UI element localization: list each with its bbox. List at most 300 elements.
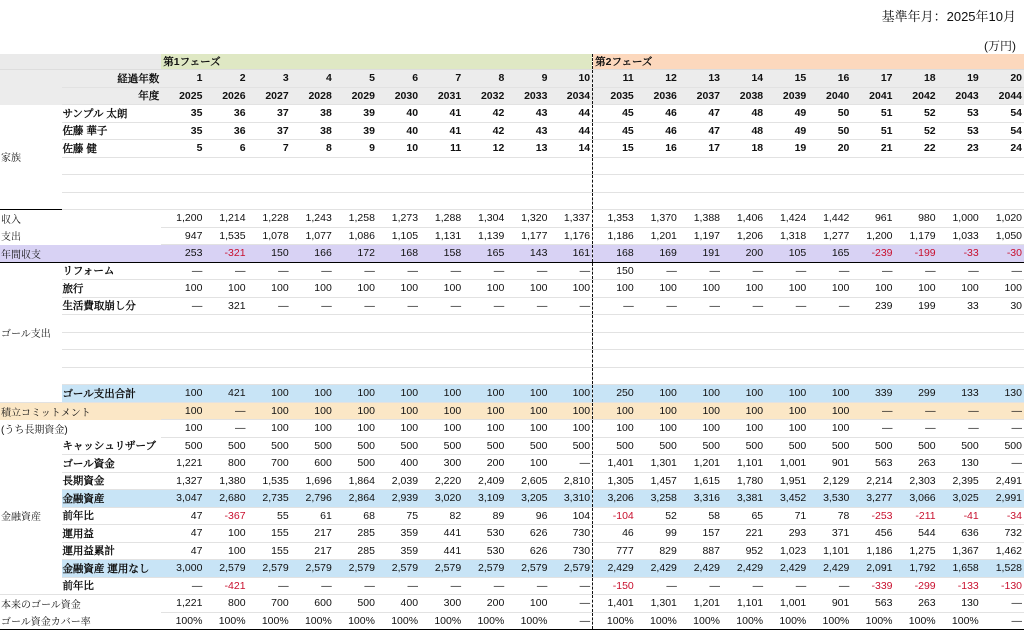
value-cell: 1,206 bbox=[722, 227, 765, 245]
value-cell: 100 bbox=[938, 280, 981, 298]
family-row bbox=[0, 105, 1024, 123]
value-cell: — bbox=[851, 262, 894, 280]
value-cell: — bbox=[549, 262, 592, 280]
value-cell: — bbox=[679, 262, 722, 280]
empty-cell bbox=[895, 192, 938, 210]
value-cell: 45 bbox=[593, 105, 636, 123]
fiscal-year-row bbox=[0, 87, 1024, 105]
value-cell: 68 bbox=[334, 507, 377, 525]
row-label bbox=[62, 367, 161, 385]
value-cell: 100 bbox=[334, 280, 377, 298]
value-cell: — bbox=[248, 262, 291, 280]
value-cell: 300 bbox=[420, 455, 463, 473]
value-cell: — bbox=[377, 297, 420, 315]
empty-cell bbox=[679, 175, 722, 193]
value-cell: 100 bbox=[808, 402, 851, 420]
value-cell: 100% bbox=[722, 612, 765, 630]
row-label bbox=[62, 192, 161, 210]
value-cell: 2,579 bbox=[420, 560, 463, 578]
value-cell: 100% bbox=[463, 612, 506, 630]
empty-cell bbox=[722, 367, 765, 385]
value-cell: 41 bbox=[420, 122, 463, 140]
value-cell: 239 bbox=[851, 297, 894, 315]
cashflow-table bbox=[0, 54, 1024, 630]
value-cell: 51 bbox=[851, 105, 894, 123]
expense-row bbox=[0, 227, 1024, 245]
empty-cell bbox=[204, 157, 247, 175]
empty-cell bbox=[938, 350, 981, 368]
value-cell: -150 bbox=[593, 577, 636, 595]
value-cell: 78 bbox=[808, 507, 851, 525]
row-label: 前年比 bbox=[62, 577, 161, 595]
value-cell: 89 bbox=[463, 507, 506, 525]
value-cell: 82 bbox=[420, 507, 463, 525]
empty-cell bbox=[377, 192, 420, 210]
value-cell: 1,050 bbox=[981, 227, 1024, 245]
value-cell: — bbox=[291, 262, 334, 280]
empty-cell bbox=[334, 350, 377, 368]
value-cell: 100 bbox=[291, 385, 334, 403]
value-cell: 8 bbox=[463, 70, 506, 88]
value-cell: 1,951 bbox=[765, 472, 808, 490]
empty-cell bbox=[593, 157, 636, 175]
empty-cell bbox=[204, 332, 247, 350]
value-cell: 3,310 bbox=[549, 490, 592, 508]
empty-cell bbox=[377, 157, 420, 175]
empty-cell bbox=[593, 192, 636, 210]
value-cell: 500 bbox=[851, 437, 894, 455]
value-cell: 1,273 bbox=[377, 210, 420, 228]
value-cell: 1,228 bbox=[248, 210, 291, 228]
value-cell: 55 bbox=[248, 507, 291, 525]
empty-cell bbox=[463, 315, 506, 333]
value-cell: 1,327 bbox=[161, 472, 204, 490]
value-cell: 52 bbox=[895, 105, 938, 123]
value-cell: 50 bbox=[808, 122, 851, 140]
value-cell: 1,020 bbox=[981, 210, 1024, 228]
category-label bbox=[0, 87, 62, 105]
value-cell: 1,200 bbox=[851, 227, 894, 245]
value-cell: 71 bbox=[765, 507, 808, 525]
value-cell: 100 bbox=[291, 280, 334, 298]
empty-cell bbox=[593, 175, 636, 193]
value-cell: 199 bbox=[895, 297, 938, 315]
value-cell: 2041 bbox=[851, 87, 894, 105]
value-cell: 285 bbox=[334, 542, 377, 560]
value-cell: 100 bbox=[204, 542, 247, 560]
row-label: サンプル 太朗 bbox=[62, 105, 161, 123]
value-cell: 3,205 bbox=[506, 490, 549, 508]
value-cell: 1,288 bbox=[420, 210, 463, 228]
cover-rate-row bbox=[0, 612, 1024, 630]
empty-cell bbox=[895, 315, 938, 333]
empty-cell bbox=[377, 350, 420, 368]
empty-cell bbox=[808, 192, 851, 210]
value-cell: -30 bbox=[981, 245, 1024, 263]
value-cell: — bbox=[679, 577, 722, 595]
value-cell: 100 bbox=[765, 385, 808, 403]
empty-cell bbox=[808, 367, 851, 385]
value-cell: 2,991 bbox=[981, 490, 1024, 508]
value-cell: — bbox=[334, 297, 377, 315]
empty-cell bbox=[248, 332, 291, 350]
goal-empty-row bbox=[0, 350, 1024, 368]
value-cell: 2,864 bbox=[334, 490, 377, 508]
value-cell: 253 bbox=[161, 245, 204, 263]
empty-cell bbox=[549, 367, 592, 385]
value-cell: 1,105 bbox=[377, 227, 420, 245]
value-cell: 1,370 bbox=[636, 210, 679, 228]
empty-cell bbox=[463, 367, 506, 385]
value-cell: 500 bbox=[161, 437, 204, 455]
value-cell: 456 bbox=[851, 525, 894, 543]
value-cell: 1,179 bbox=[895, 227, 938, 245]
value-cell: — bbox=[722, 577, 765, 595]
value-cell: -130 bbox=[981, 577, 1024, 595]
value-cell: 2,409 bbox=[463, 472, 506, 490]
empty-cell bbox=[291, 192, 334, 210]
value-cell: 100 bbox=[420, 280, 463, 298]
empty-cell bbox=[506, 332, 549, 350]
empty-cell bbox=[981, 367, 1024, 385]
value-cell: 100 bbox=[636, 420, 679, 438]
value-cell: 13 bbox=[679, 70, 722, 88]
empty-cell bbox=[377, 315, 420, 333]
value-cell: 35 bbox=[161, 122, 204, 140]
value-cell: 2043 bbox=[938, 87, 981, 105]
empty-cell bbox=[722, 157, 765, 175]
value-cell: 53 bbox=[938, 122, 981, 140]
commitment-row bbox=[0, 402, 1024, 420]
value-cell: 38 bbox=[291, 105, 334, 123]
row-label: 旅行 bbox=[62, 280, 161, 298]
value-cell: 168 bbox=[377, 245, 420, 263]
value-cell: 100 bbox=[334, 402, 377, 420]
value-cell: 3,277 bbox=[851, 490, 894, 508]
phase-header-row bbox=[0, 54, 1024, 70]
value-cell: 500 bbox=[248, 437, 291, 455]
empty-cell bbox=[549, 350, 592, 368]
value-cell: 1,201 bbox=[679, 595, 722, 613]
value-cell: 2,579 bbox=[204, 560, 247, 578]
value-cell: 500 bbox=[679, 437, 722, 455]
value-cell: 150 bbox=[593, 262, 636, 280]
value-cell: 46 bbox=[636, 122, 679, 140]
value-cell: — bbox=[895, 402, 938, 420]
row-label: 生活費取崩し分 bbox=[62, 297, 161, 315]
value-cell: 100 bbox=[204, 525, 247, 543]
value-cell: 100 bbox=[161, 402, 204, 420]
value-cell: 191 bbox=[679, 245, 722, 263]
value-cell: 99 bbox=[636, 525, 679, 543]
value-cell: 100 bbox=[593, 420, 636, 438]
value-cell: 100% bbox=[851, 612, 894, 630]
value-cell: 2038 bbox=[722, 87, 765, 105]
value-cell: 1,243 bbox=[291, 210, 334, 228]
value-cell: 1,101 bbox=[722, 455, 765, 473]
value-cell: 7 bbox=[420, 70, 463, 88]
empty-cell bbox=[722, 332, 765, 350]
value-cell: 100 bbox=[895, 280, 938, 298]
row-label: ゴール資金 bbox=[62, 455, 161, 473]
value-cell: — bbox=[161, 262, 204, 280]
value-cell: -421 bbox=[204, 577, 247, 595]
value-cell: 48 bbox=[722, 105, 765, 123]
value-cell: 1,792 bbox=[895, 560, 938, 578]
empty-cell bbox=[334, 315, 377, 333]
empty-cell bbox=[334, 192, 377, 210]
value-cell: 43 bbox=[506, 105, 549, 123]
value-cell: 2,429 bbox=[679, 560, 722, 578]
value-cell: 500 bbox=[334, 595, 377, 613]
empty-cell bbox=[636, 157, 679, 175]
empty-cell bbox=[938, 192, 981, 210]
empty-cell bbox=[506, 315, 549, 333]
value-cell: 1,442 bbox=[808, 210, 851, 228]
value-cell: 3,258 bbox=[636, 490, 679, 508]
empty-cell bbox=[679, 350, 722, 368]
value-cell: 17 bbox=[851, 70, 894, 88]
value-cell: -199 bbox=[895, 245, 938, 263]
empty-cell bbox=[291, 157, 334, 175]
value-cell: 250 bbox=[593, 385, 636, 403]
value-cell: — bbox=[636, 262, 679, 280]
value-cell: 1,337 bbox=[549, 210, 592, 228]
value-cell: — bbox=[895, 262, 938, 280]
value-cell: 100 bbox=[463, 385, 506, 403]
empty-cell bbox=[765, 157, 808, 175]
row-label: 収入 bbox=[0, 210, 161, 228]
empty-cell bbox=[291, 315, 334, 333]
orig-goal-fund-row bbox=[0, 595, 1024, 613]
value-cell: 100 bbox=[248, 402, 291, 420]
value-cell: 100 bbox=[679, 402, 722, 420]
value-cell: 500 bbox=[722, 437, 765, 455]
empty-cell bbox=[420, 175, 463, 193]
reform-row bbox=[0, 262, 1024, 280]
value-cell: 339 bbox=[851, 385, 894, 403]
empty-cell bbox=[679, 332, 722, 350]
value-cell: 3,206 bbox=[593, 490, 636, 508]
empty-cell bbox=[291, 332, 334, 350]
value-cell: 500 bbox=[808, 437, 851, 455]
value-cell: 1,201 bbox=[679, 455, 722, 473]
value-cell: 263 bbox=[895, 455, 938, 473]
value-cell: 100 bbox=[506, 385, 549, 403]
value-cell: 200 bbox=[463, 455, 506, 473]
empty-cell bbox=[161, 367, 204, 385]
empty-cell bbox=[291, 175, 334, 193]
value-cell: 1 bbox=[161, 70, 204, 88]
row-label: (うち長期資金) bbox=[1, 424, 68, 436]
value-cell: — bbox=[593, 297, 636, 315]
value-cell: 1,200 bbox=[161, 210, 204, 228]
family-empty-row bbox=[0, 157, 1024, 175]
value-cell: 2,579 bbox=[248, 560, 291, 578]
value-cell: -339 bbox=[851, 577, 894, 595]
value-cell: 100% bbox=[377, 612, 420, 630]
value-cell: 800 bbox=[204, 455, 247, 473]
value-cell: 15 bbox=[593, 140, 636, 158]
row-label: キャッシュリザーブ bbox=[62, 437, 161, 455]
category-label: 金融資産 bbox=[0, 437, 62, 595]
value-cell: 100 bbox=[549, 385, 592, 403]
value-cell: 285 bbox=[334, 525, 377, 543]
empty-cell bbox=[248, 367, 291, 385]
value-cell: 1,864 bbox=[334, 472, 377, 490]
value-cell: 100 bbox=[851, 280, 894, 298]
empty-cell bbox=[938, 367, 981, 385]
category-label: ゴール支出 bbox=[0, 262, 62, 402]
value-cell: -367 bbox=[204, 507, 247, 525]
row-label: 支出 bbox=[1, 232, 21, 244]
value-cell: 1,001 bbox=[765, 455, 808, 473]
value-cell: 168 bbox=[593, 245, 636, 263]
value-cell: 105 bbox=[765, 245, 808, 263]
empty-cell bbox=[765, 315, 808, 333]
value-cell: 299 bbox=[895, 385, 938, 403]
value-cell: -299 bbox=[895, 577, 938, 595]
value-cell: 158 bbox=[420, 245, 463, 263]
value-cell: 166 bbox=[291, 245, 334, 263]
value-cell: 947 bbox=[161, 227, 204, 245]
value-cell: 9 bbox=[506, 70, 549, 88]
value-cell: 100 bbox=[549, 402, 592, 420]
empty-cell bbox=[851, 157, 894, 175]
value-cell: — bbox=[549, 577, 592, 595]
empty-cell bbox=[506, 175, 549, 193]
value-cell: 100% bbox=[291, 612, 334, 630]
value-cell: 49 bbox=[765, 105, 808, 123]
value-cell: 961 bbox=[851, 210, 894, 228]
value-cell: 500 bbox=[204, 437, 247, 455]
value-cell: 2,429 bbox=[636, 560, 679, 578]
row-label: ゴール支出合計 bbox=[62, 385, 161, 403]
value-cell: 100 bbox=[808, 385, 851, 403]
value-cell: 730 bbox=[549, 525, 592, 543]
empty-cell bbox=[204, 192, 247, 210]
value-cell: — bbox=[722, 262, 765, 280]
value-cell: 359 bbox=[377, 542, 420, 560]
value-cell: 980 bbox=[895, 210, 938, 228]
value-cell: 2,579 bbox=[463, 560, 506, 578]
value-cell: 1,201 bbox=[636, 227, 679, 245]
value-cell: 100 bbox=[506, 455, 549, 473]
value-cell: 2,491 bbox=[981, 472, 1024, 490]
value-cell: 1,780 bbox=[722, 472, 765, 490]
value-cell: 1,221 bbox=[161, 455, 204, 473]
value-cell: 30 bbox=[981, 297, 1024, 315]
value-cell: 39 bbox=[334, 105, 377, 123]
value-cell: 1,258 bbox=[334, 210, 377, 228]
empty-cell bbox=[549, 315, 592, 333]
value-cell: 12 bbox=[463, 140, 506, 158]
value-cell: — bbox=[981, 402, 1024, 420]
value-cell: 6 bbox=[377, 70, 420, 88]
value-cell: 3,066 bbox=[895, 490, 938, 508]
value-cell: 2025 bbox=[161, 87, 204, 105]
empty-cell bbox=[161, 175, 204, 193]
value-cell: 1,033 bbox=[938, 227, 981, 245]
value-cell: 100 bbox=[161, 280, 204, 298]
empty-cell bbox=[204, 175, 247, 193]
value-cell: 1,535 bbox=[204, 227, 247, 245]
empty-cell bbox=[808, 157, 851, 175]
value-cell: 100 bbox=[161, 420, 204, 438]
empty-cell bbox=[895, 157, 938, 175]
value-cell: — bbox=[636, 297, 679, 315]
empty-cell bbox=[851, 350, 894, 368]
value-cell: 500 bbox=[291, 437, 334, 455]
value-cell: 9 bbox=[334, 140, 377, 158]
value-cell: 2,680 bbox=[204, 490, 247, 508]
value-cell: 200 bbox=[722, 245, 765, 263]
value-cell: 1,177 bbox=[506, 227, 549, 245]
empty-cell bbox=[895, 332, 938, 350]
value-cell: 100% bbox=[248, 612, 291, 630]
empty-cell bbox=[851, 367, 894, 385]
empty-cell bbox=[248, 315, 291, 333]
value-cell: 321 bbox=[204, 297, 247, 315]
value-cell: — bbox=[204, 402, 247, 420]
row-label: 運用益累計 bbox=[62, 542, 161, 560]
financial-asset-row bbox=[0, 490, 1024, 508]
value-cell: 2031 bbox=[420, 87, 463, 105]
value-cell: — bbox=[334, 577, 377, 595]
empty-cell bbox=[549, 175, 592, 193]
value-cell: 100 bbox=[248, 385, 291, 403]
value-cell: 100 bbox=[981, 280, 1024, 298]
value-cell: 100 bbox=[636, 280, 679, 298]
empty-cell bbox=[161, 192, 204, 210]
value-cell: 41 bbox=[420, 105, 463, 123]
value-cell: 1,367 bbox=[938, 542, 981, 560]
value-cell: 901 bbox=[808, 455, 851, 473]
value-cell: — bbox=[765, 262, 808, 280]
phase-spacer bbox=[0, 54, 161, 70]
row-label: 年間収支 bbox=[0, 245, 161, 263]
value-cell: 100 bbox=[808, 420, 851, 438]
empty-cell bbox=[765, 332, 808, 350]
value-cell: — bbox=[938, 402, 981, 420]
empty-cell bbox=[981, 175, 1024, 193]
empty-cell bbox=[808, 350, 851, 368]
value-cell: 15 bbox=[765, 70, 808, 88]
value-cell: 3,020 bbox=[420, 490, 463, 508]
row-label: リフォーム bbox=[62, 262, 161, 280]
value-cell: 2,429 bbox=[808, 560, 851, 578]
row-label: 佐藤 健 bbox=[62, 140, 161, 158]
value-cell: — bbox=[895, 420, 938, 438]
value-cell: 217 bbox=[291, 525, 334, 543]
value-cell: 100 bbox=[334, 385, 377, 403]
value-cell: 1,001 bbox=[765, 595, 808, 613]
empty-cell bbox=[420, 332, 463, 350]
value-cell: 104 bbox=[549, 507, 592, 525]
value-cell: 421 bbox=[204, 385, 247, 403]
value-cell: — bbox=[161, 577, 204, 595]
empty-cell bbox=[463, 157, 506, 175]
elapsed-years-row bbox=[0, 70, 1024, 88]
value-cell: 2029 bbox=[334, 87, 377, 105]
value-cell: 2,579 bbox=[334, 560, 377, 578]
value-cell: 11 bbox=[593, 70, 636, 88]
empty-cell bbox=[679, 192, 722, 210]
value-cell: 1,528 bbox=[981, 560, 1024, 578]
empty-cell bbox=[765, 350, 808, 368]
empty-cell bbox=[420, 157, 463, 175]
value-cell: 165 bbox=[808, 245, 851, 263]
